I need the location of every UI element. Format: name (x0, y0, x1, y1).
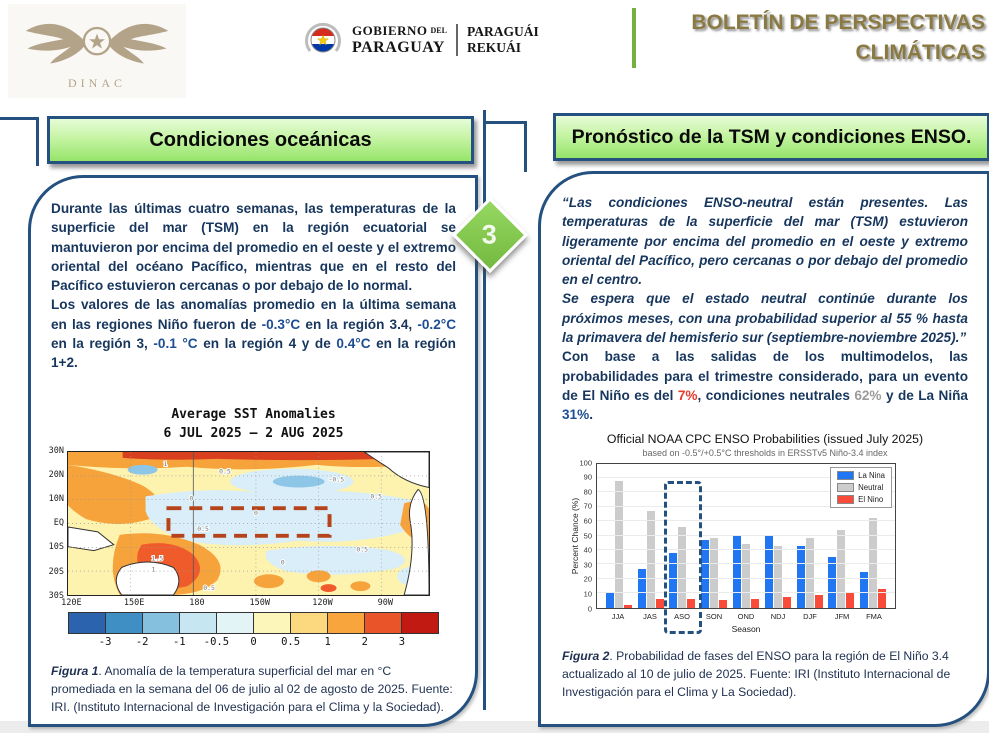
x-tick-label: FMA (866, 611, 882, 621)
dinac-wings-icon (22, 12, 172, 74)
svg-text:1: 1 (151, 565, 156, 573)
x-tick-label: ASO (674, 611, 690, 621)
lat-tick-label: 20S (48, 566, 64, 577)
bar-neutral (837, 530, 845, 608)
colorbar-labels (68, 634, 439, 649)
figure1-caption (51, 662, 456, 717)
colorbar-segment (328, 613, 365, 633)
enso-xaxis-label: Season (731, 623, 761, 634)
lon-tick-label: 120W (312, 597, 333, 608)
figure1-label: Figura 1 (51, 663, 99, 678)
colorbar-segment (106, 613, 143, 633)
gridline (597, 535, 895, 536)
bulletin-title-line2: CLIMÁTICAS (855, 41, 985, 65)
x-tick-label: SON (705, 611, 723, 621)
sst-anomaly-map (48, 445, 430, 608)
bulletin-title (625, 8, 985, 69)
bar-neutral (742, 544, 750, 607)
colorbar-segments (68, 612, 439, 634)
bar-neutral (615, 481, 623, 608)
lat-tick-label: 10S (48, 542, 64, 553)
legend-label: La Nina (858, 470, 885, 480)
svg-text:0: 0 (280, 558, 285, 567)
bar-el-nino (624, 605, 632, 608)
gov-word-paraguay: PARAGUAY (352, 39, 445, 56)
bar-la-nina (701, 540, 709, 608)
bar-la-nina (828, 557, 836, 607)
gridline (597, 578, 895, 579)
gov-word-rekuai: REKUÁI (466, 40, 521, 55)
enso-ylabel: Percent Chance (%) (570, 497, 580, 574)
elnino-probability: 7% (677, 387, 698, 403)
colorbar-tick-label: -1 (172, 635, 186, 648)
sst-map-svg (67, 451, 430, 596)
bar-la-nina (638, 569, 646, 608)
ocean-conditions-panel (28, 175, 478, 727)
lat-tick-label: 10N (48, 494, 64, 504)
colorbar-tick-label: 0.5 (281, 635, 301, 648)
ocean-paragraph-2 (51, 295, 456, 372)
lanina-probability: 31% (562, 407, 590, 423)
svg-text:0.5: 0.5 (203, 583, 215, 592)
colorbar-segment (69, 613, 106, 633)
bar-group-JAS (635, 464, 667, 608)
center-connector-bracket (486, 121, 527, 172)
gridline (597, 563, 895, 564)
colorbar-tick-label: 1 (324, 635, 331, 648)
x-tick-label: JFM (834, 611, 850, 621)
lon-tick-label: 180 (189, 597, 205, 608)
sst-map-title-line2: 6 JUL 2025 – 2 AUG 2025 (163, 426, 344, 442)
p3-text: , condiciones neutrales (697, 387, 855, 403)
lon-tick-label: 150E (123, 597, 145, 608)
bar-la-nina (733, 536, 741, 608)
p2-text: Los valores de las anomalías promedio en la última semana en las regiones Niño fueron de (51, 297, 456, 332)
y-tick-label: 20 (583, 574, 592, 584)
colorbar-segment (402, 613, 438, 633)
enso-chart-subtitle: based on -0.5°/+0.5°C thresholds in ERSSTv5 Niño-3.4 index (642, 447, 888, 458)
lon-tick-label: 120E (61, 597, 82, 608)
colorbar-segment (143, 613, 180, 633)
gov-word-gobierno: GOBIERNO (352, 23, 428, 39)
bar-la-nina (606, 593, 614, 607)
nino34-anomaly-value: -0.3°C (261, 316, 301, 332)
colorbar-segment (365, 613, 402, 633)
nino4-anomaly-value: -0.1 °C (153, 336, 198, 352)
lat-tick-label: 30N (48, 445, 64, 456)
gov-logo-divider (456, 24, 458, 56)
highlight-box-aso (664, 481, 702, 634)
colorbar-tick-label: -2 (135, 635, 149, 648)
svg-text:0.5: 0.5 (370, 492, 382, 501)
y-tick-label: 0 (587, 604, 592, 614)
bar-la-nina (797, 546, 805, 608)
colorbar-segment (217, 613, 254, 633)
svg-text:0.5: 0.5 (219, 467, 231, 476)
y-tick-label: 100 (579, 458, 592, 468)
p2-text: en la región 4 y de (197, 336, 337, 352)
sst-map-title (51, 405, 456, 444)
y-tick-label: 50 (583, 531, 592, 541)
gridline (597, 549, 895, 550)
bar-neutral (774, 546, 782, 608)
lon-tick-label: 150W (249, 597, 270, 608)
x-tick-label: JJA (611, 611, 625, 621)
figure2-text: . Probabilidad de fases del ENSO para la región de El Niño 3.4 actualizado al 10 de julio de 2025. Fuente: IRI (Instituto Internacional de Investigación para el Clima y La Sociedad). (562, 648, 951, 700)
svg-text:0.5: 0.5 (197, 524, 209, 533)
colorbar-segment (180, 613, 217, 633)
ocean-paragraph-1: Durante las últimas cuatro semanas, las temperaturas de la superficie del mar (TSM) en la región ecuatorial se mantuvieron por encima del promedio en el oeste y el extremo oriental del océano Pacífico, mientras que en el resto del Pacífico estuvieron cercanas o por debajo de lo normal. (51, 201, 456, 294)
left-edge-connector (0, 117, 39, 166)
colorbar-segment (291, 613, 328, 633)
enso-probabilities-paragraph (562, 347, 968, 424)
y-tick-label: 70 (583, 501, 592, 511)
colorbar-tick-label: 3 (398, 635, 406, 648)
legend-item (837, 483, 885, 492)
nino3-anomaly-value: -0.2°C (417, 316, 457, 332)
y-tick-label: 60 (583, 516, 592, 526)
y-tick-label: 90 (583, 472, 592, 482)
bar-group-NDJ (762, 464, 794, 608)
figure2-caption (562, 647, 968, 702)
gridline (597, 592, 895, 593)
lon-tick-label: 90W (377, 597, 394, 608)
x-tick-label: JAS (643, 611, 657, 621)
y-tick-label: 80 (583, 487, 592, 497)
dinac-logo (8, 4, 186, 98)
y-tick-label: 10 (583, 589, 592, 599)
svg-text:0.5: 0.5 (356, 545, 369, 554)
legend-swatch (837, 495, 854, 504)
lat-tick-label: 30S (48, 590, 64, 601)
gov-word-paraguai: PARAGUÁI (466, 24, 539, 40)
dinac-label: DINAC (68, 75, 126, 90)
svg-text:1.5: 1.5 (151, 554, 164, 563)
gov-emblem-icon (303, 20, 343, 60)
p2-text: en la región 3.4, (300, 316, 418, 332)
bar-el-nino (783, 597, 791, 607)
bar-group-SON (698, 464, 730, 608)
sst-colorbar (68, 612, 439, 649)
p2-text: en la región 1+2. (51, 336, 456, 371)
enso-forecast-panel (538, 171, 989, 727)
bar-group-OND (730, 464, 762, 608)
colorbar-tick-label: -3 (98, 635, 112, 648)
bar-group-DJF (794, 464, 826, 608)
p3-text: y de La Niña (881, 387, 968, 403)
x-tick-label: OND (737, 611, 755, 621)
svg-text:1: 1 (163, 459, 168, 468)
colorbar-segment (254, 613, 291, 633)
enso-probability-chart (562, 432, 968, 634)
legend-item (837, 495, 885, 504)
enso-plot-outer (570, 458, 896, 621)
enso-plot (596, 463, 896, 609)
colorbar-tick-label: 0 (250, 635, 257, 648)
sst-map-title-line1: Average SST Anomalies (171, 406, 336, 422)
x-tick-label: NDJ (770, 611, 786, 621)
enso-chart-title: Official NOAA CPC ENSO Probabilities (issued July 2025) (606, 431, 924, 446)
legend-label: Neutral (858, 482, 884, 492)
enso-quote-2: Se espera que el estado neutral continúe durante los próximos meses, con una probabilidad superior al 55 % hasta la primavera del hemisferio sur (septiembre-noviembre 2025).” (562, 291, 968, 346)
colorbar-tick-label: -0.5 (203, 635, 230, 648)
lat-tick-label: 20N (48, 469, 64, 480)
svg-text:0: 0 (253, 508, 258, 517)
y-tick-label: 40 (583, 545, 592, 555)
enso-legend (830, 467, 892, 508)
page-number: 3 (482, 219, 498, 250)
nino12-anomaly-value: 0.4°C (336, 336, 371, 352)
bar-group-JJA (603, 464, 635, 608)
x-tick-label: DJF (803, 611, 817, 621)
legend-swatch (837, 471, 854, 480)
gov-word-del: DEL (430, 26, 447, 36)
gov-name-left (352, 23, 447, 57)
svg-text:-0.5: -0.5 (328, 475, 345, 484)
bar-el-nino (846, 592, 854, 608)
bar-el-nino (751, 599, 759, 608)
bar-la-nina (765, 536, 773, 608)
figure2-label: Figura 2 (562, 648, 610, 663)
bulletin-title-line1: BOLETÍN DE PERSPECTIVAS (691, 11, 985, 34)
gov-name-right (467, 24, 539, 55)
colorbar-tick-label: 2 (361, 635, 368, 648)
gridline (597, 520, 895, 521)
bar-el-nino (656, 599, 664, 608)
bar-el-nino (719, 600, 727, 607)
svg-text:0: 0 (189, 494, 194, 502)
legend-label: El Nino (858, 494, 884, 504)
right-panel-title: Pronóstico de la TSM y condiciones ENSO. (553, 113, 989, 161)
figure1-text: . Anomalía de la temperatura superficial del mar en °C promediada en la semana del 06 de julio al 02 de agosto de 2025. Fuente: IRI. (Instituto Internacional de Investigación para el Clima y la Sociedad). (51, 663, 453, 715)
left-panel-title: Condiciones oceánicas (47, 116, 474, 164)
p3-text: . (589, 407, 593, 423)
lat-tick-label: EQ (53, 518, 64, 529)
p3-text: Con base a las salidas de los multimodelos, las probabilidades para el trimestre considerado, para un evento de El Niño es del (562, 349, 968, 403)
enso-xlabels (596, 612, 896, 621)
legend-swatch (837, 483, 854, 492)
paraguay-gov-logo (303, 20, 539, 60)
enso-quote-1: “Las condiciones ENSO-neutral están presentes. Las temperaturas de la superficie del mar (TSM) estuvieron ligeramente por encima del promedio en el oeste y extremo oriental del Pacífico, pero cercanas o por debajo del promedio en el centro. (562, 195, 968, 288)
legend-item (837, 471, 885, 480)
p2-text: en la región 3, (51, 336, 154, 352)
neutral-probability: 62% (854, 387, 882, 403)
y-tick-label: 30 (583, 560, 592, 570)
bar-el-nino (815, 595, 823, 608)
